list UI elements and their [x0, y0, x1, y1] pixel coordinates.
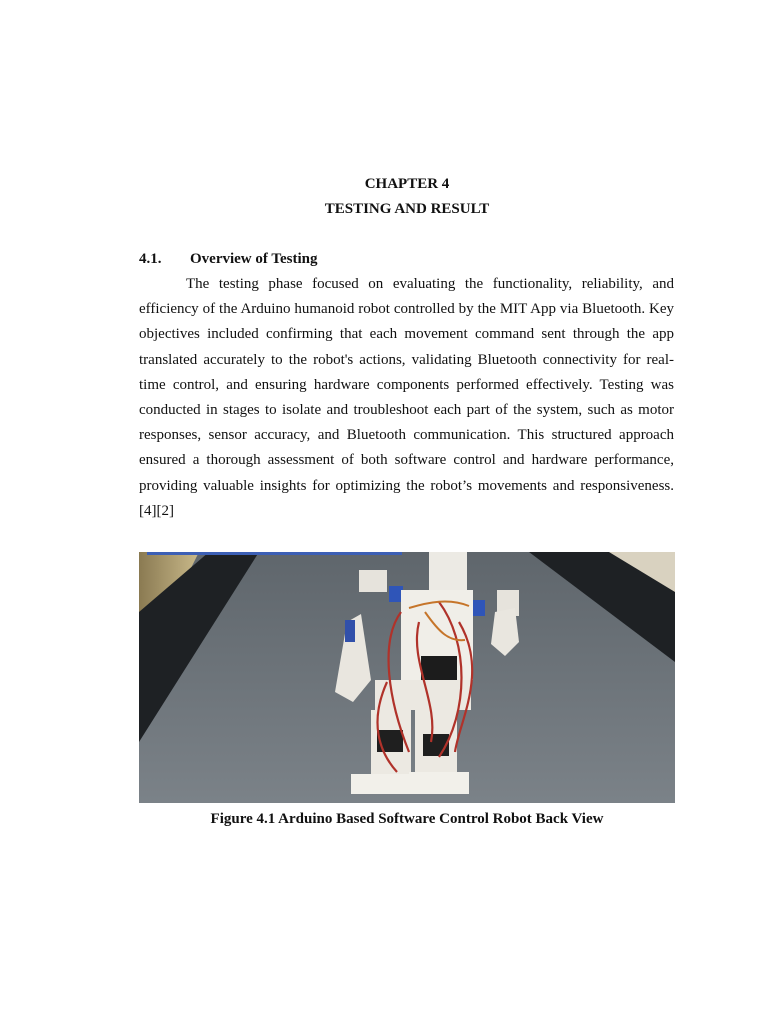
- section-title: Overview of Testing: [190, 251, 318, 267]
- figure-photo: [139, 552, 675, 803]
- left-foot: [351, 774, 417, 794]
- figure-caption: Figure 4.1 Arduino Based Software Control Robot Back View: [210, 811, 604, 827]
- blue-strip: [147, 552, 402, 555]
- chapter-title: TESTING AND RESULT: [324, 201, 490, 217]
- left-shoulder: [359, 570, 387, 592]
- robot-photo-illustration: [139, 552, 675, 803]
- servo-left: [389, 586, 403, 602]
- left-arm-servo: [345, 620, 355, 642]
- chapter-number: CHAPTER 4: [364, 176, 450, 192]
- section-number: 4.1.: [139, 251, 162, 267]
- robot-head: [429, 552, 467, 592]
- servo-right: [471, 600, 485, 616]
- right-foot: [409, 772, 469, 794]
- body-paragraph: The testing phase focused on evaluating the functionality, reliability, and efficiency of the Arduino humanoid robot controlled by the MIT App via Bluetooth. Key objectives included confirming that each movement command sent through the app translated accurately to the robot's actions, validating Bluetooth connectivity for real-time control, and ensuring hardware components performed effectively. Testing was conducted in stages to isolate and troubleshoot each part of the system, such as motor responses, sensor accuracy, and Bluetooth communication. This structured approach ensured a thorough assessment of both software control and hardware performance, providing valuable insights for optimizing the robot’s movements and responsiveness. [4][2]: [139, 276, 674, 519]
- section-heading: [139, 250, 318, 268]
